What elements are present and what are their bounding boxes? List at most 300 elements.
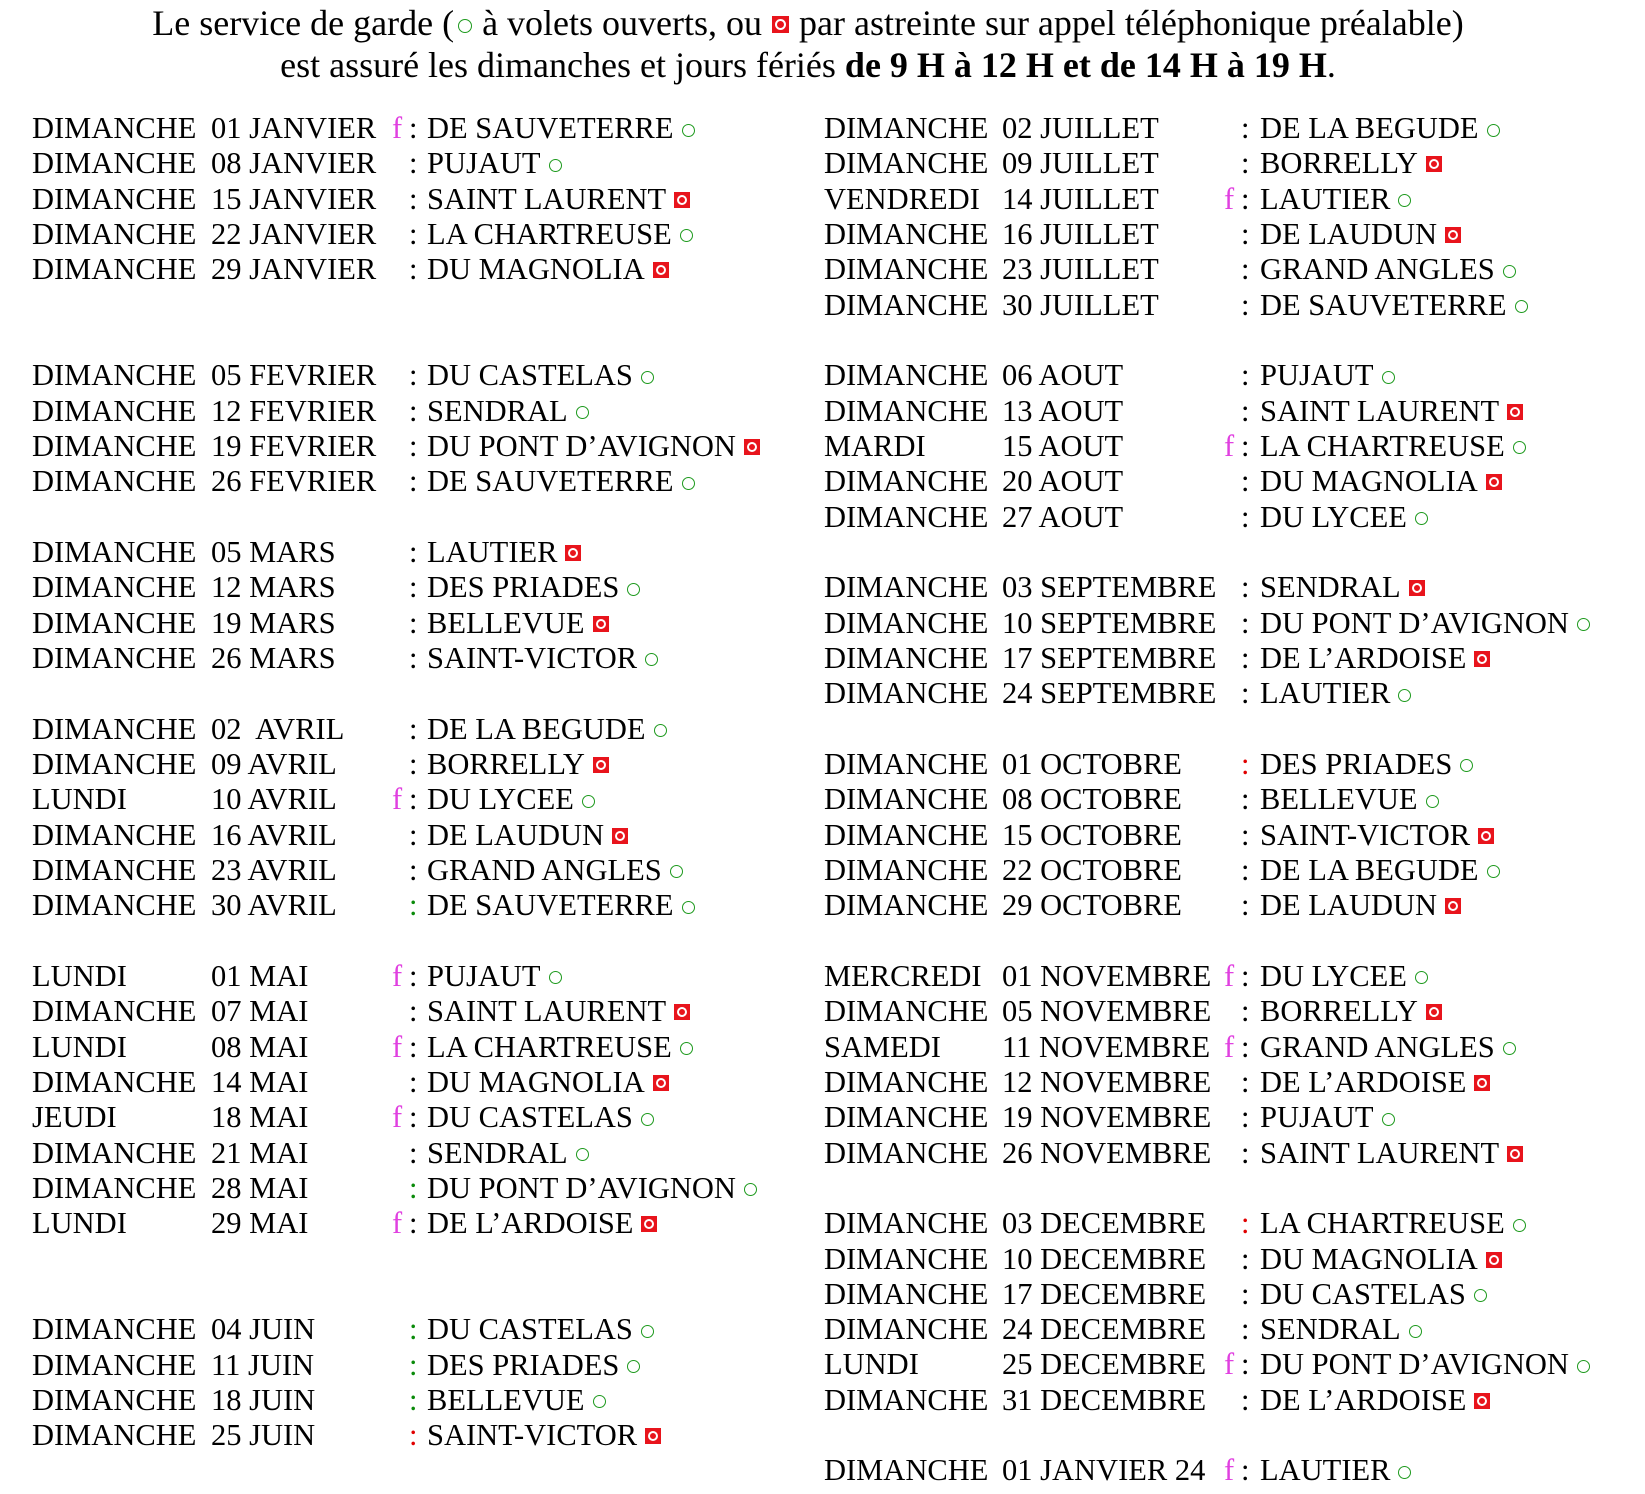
day-name: DIMANCHE xyxy=(32,146,197,181)
day-name: DIMANCHE xyxy=(824,146,989,181)
date: 19 MARS xyxy=(211,605,336,640)
holiday-marker: f xyxy=(392,1029,403,1064)
day-name: DIMANCHE xyxy=(32,464,197,499)
date: 26 NOVEMBRE xyxy=(1002,1135,1212,1170)
open-circle-icon xyxy=(1409,1325,1422,1338)
pharmacy-name: DU CASTELAS xyxy=(427,1312,633,1347)
holiday-marker: f xyxy=(392,958,403,993)
schedule-row xyxy=(32,888,792,923)
schedule-row xyxy=(824,217,1639,252)
schedule-row xyxy=(824,606,1639,641)
right-column xyxy=(824,111,1639,1489)
open-circle-icon xyxy=(1415,971,1428,984)
separator-colon: : xyxy=(409,605,418,640)
day-name: DIMANCHE xyxy=(824,605,989,640)
legend-intro: Le service de garde ( xyxy=(152,3,455,43)
pharmacy-name: DU MAGNOLIA xyxy=(1260,1241,1478,1276)
schedule-row xyxy=(32,641,792,676)
schedule-row xyxy=(824,1312,1639,1347)
pharmacy-entry xyxy=(427,464,695,499)
pharmacy-name: BELLEVUE xyxy=(427,1382,585,1417)
day-name: DIMANCHE xyxy=(32,534,197,569)
schedule-row xyxy=(824,747,1639,782)
date: 01 JANVIER 24 xyxy=(1002,1453,1206,1488)
pharmacy-entry xyxy=(427,1171,757,1206)
schedule-row xyxy=(32,146,792,181)
date: 10 DECEMBRE xyxy=(1002,1241,1207,1276)
day-name: DIMANCHE xyxy=(32,216,197,251)
day-name: LUNDI xyxy=(32,958,127,993)
pharmacy-entry xyxy=(427,1206,657,1241)
legend-header xyxy=(0,2,1616,86)
red-square-dot-icon xyxy=(1507,1146,1523,1162)
pharmacy-entry xyxy=(1260,888,1461,923)
open-circle-icon xyxy=(1503,1042,1516,1055)
day-name: DIMANCHE xyxy=(32,888,197,923)
open-circle-icon xyxy=(1577,618,1590,631)
separator-colon: : xyxy=(1241,570,1250,605)
date: 09 JUILLET xyxy=(1002,146,1159,181)
schedule-row xyxy=(824,1277,1639,1312)
day-name: DIMANCHE xyxy=(824,1382,989,1417)
date: 05 NOVEMBRE xyxy=(1002,994,1212,1029)
pharmacy-entry xyxy=(1260,1453,1411,1488)
schedule-row xyxy=(824,1383,1639,1418)
date: 27 AOUT xyxy=(1002,499,1124,534)
pharmacy-name: BORRELLY xyxy=(1260,146,1418,181)
separator-colon: : xyxy=(1241,746,1250,781)
day-name: DIMANCHE xyxy=(32,1064,197,1099)
pharmacy-entry xyxy=(427,1383,606,1418)
day-name: DIMANCHE xyxy=(32,181,197,216)
day-name: DIMANCHE xyxy=(824,676,989,711)
date: 03 DECEMBRE xyxy=(1002,1206,1207,1241)
date: 02 JUILLET xyxy=(1002,111,1159,145)
open-circle-icon xyxy=(680,1042,693,1055)
day-name: DIMANCHE xyxy=(32,1312,197,1347)
separator-colon: : xyxy=(1241,181,1250,216)
day-name: DIMANCHE xyxy=(824,1276,989,1311)
day-name: MERCREDI xyxy=(824,958,982,993)
date: 08 OCTOBRE xyxy=(1002,782,1182,817)
holiday-marker: f xyxy=(392,1206,403,1241)
date: 24 DECEMBRE xyxy=(1002,1312,1207,1347)
pharmacy-entry xyxy=(1260,1312,1422,1347)
open-circle-icon xyxy=(593,1395,606,1408)
separator-colon: : xyxy=(409,852,418,887)
day-name: DIMANCHE xyxy=(824,782,989,817)
open-circle-icon xyxy=(1515,300,1528,313)
date: 18 JUIN xyxy=(211,1382,316,1417)
separator-colon: : xyxy=(409,1382,418,1417)
pharmacy-entry xyxy=(427,182,690,217)
month-group xyxy=(32,111,792,288)
schedule-row xyxy=(32,994,792,1029)
pharmacy-entry xyxy=(427,252,669,287)
date: 02 AVRIL xyxy=(211,711,345,746)
pharmacy-entry xyxy=(427,782,595,817)
pharmacy-entry xyxy=(1260,1347,1590,1382)
pharmacy-entry xyxy=(427,1136,589,1171)
open-circle-icon xyxy=(641,371,654,384)
separator-colon: : xyxy=(409,534,418,569)
date: 25 JUIN xyxy=(211,1418,316,1453)
separator-colon: : xyxy=(1241,640,1250,675)
month-group xyxy=(824,1453,1639,1488)
pharmacy-name: DE SAUVETERRE xyxy=(427,888,674,923)
pharmacy-entry xyxy=(1260,606,1590,641)
date: 03 SEPTEMBRE xyxy=(1002,570,1217,605)
red-square-dot-icon xyxy=(612,828,628,844)
open-circle-icon xyxy=(1382,371,1395,384)
open-circle-icon xyxy=(682,901,695,914)
separator-colon: : xyxy=(409,1029,418,1064)
separator-colon: : xyxy=(409,358,418,393)
schedule-row xyxy=(824,1347,1639,1382)
day-name: DIMANCHE xyxy=(32,817,197,852)
date: 10 SEPTEMBRE xyxy=(1002,605,1217,640)
date: 01 OCTOBRE xyxy=(1002,746,1182,781)
legend-line-1 xyxy=(0,2,1616,44)
schedule-row xyxy=(32,606,792,641)
month-group xyxy=(824,358,1639,535)
day-name: DIMANCHE xyxy=(824,746,989,781)
date: 29 JANVIER xyxy=(211,252,377,287)
date: 22 OCTOBRE xyxy=(1002,852,1182,887)
open-circle-icon xyxy=(582,795,595,808)
separator-colon: : xyxy=(1241,888,1250,923)
pharmacy-entry xyxy=(1260,394,1523,429)
date: 24 SEPTEMBRE xyxy=(1002,676,1217,711)
pharmacy-entry xyxy=(427,994,690,1029)
schedule-row xyxy=(824,676,1639,711)
date: 25 DECEMBRE xyxy=(1002,1347,1207,1382)
red-square-dot-icon xyxy=(744,439,760,455)
schedule-row xyxy=(32,217,792,252)
separator-colon: : xyxy=(409,181,418,216)
month-group xyxy=(824,959,1639,1171)
month-group xyxy=(824,747,1639,924)
month-group xyxy=(824,111,1639,323)
schedule-row xyxy=(824,288,1639,323)
open-circle-icon xyxy=(645,653,658,666)
separator-colon: : xyxy=(1241,1135,1250,1170)
date: 17 SEPTEMBRE xyxy=(1002,640,1217,675)
pharmacy-entry xyxy=(1260,853,1500,888)
pharmacy-entry xyxy=(1260,959,1428,994)
pharmacy-name: DE SAUVETERRE xyxy=(1260,287,1507,322)
pharmacy-name: LAUTIER xyxy=(1260,676,1391,711)
pharmacy-name: SENDRAL xyxy=(1260,570,1401,605)
date: 06 AOUT xyxy=(1002,358,1124,393)
day-name: DIMANCHE xyxy=(32,1135,197,1170)
open-circle-icon xyxy=(1382,1113,1395,1126)
schedule-row xyxy=(32,570,792,605)
open-circle-icon xyxy=(576,1148,589,1161)
separator-colon: : xyxy=(409,1170,418,1205)
date: 19 NOVEMBRE xyxy=(1002,1100,1212,1135)
separator-colon: : xyxy=(409,1312,418,1347)
pharmacy-name: LAUTIER xyxy=(1260,1453,1391,1488)
pharmacy-entry xyxy=(1260,1242,1502,1277)
red-square-dot-icon xyxy=(1426,156,1442,172)
pharmacy-entry xyxy=(1260,146,1442,181)
day-name: DIMANCHE xyxy=(824,1135,989,1170)
pharmacy-name: SAINT LAURENT xyxy=(1260,393,1500,428)
date: 16 AVRIL xyxy=(211,817,337,852)
schedule-row xyxy=(32,1171,792,1206)
red-square-dot-icon xyxy=(674,192,690,208)
pharmacy-name: SAINT-VICTOR xyxy=(1260,817,1471,852)
day-name: DIMANCHE xyxy=(824,1241,989,1276)
date: 30 AVRIL xyxy=(211,888,337,923)
schedule-row xyxy=(32,1312,792,1347)
date: 04 JUIN xyxy=(211,1312,316,1347)
separator-colon: : xyxy=(1241,1029,1250,1064)
red-square-dot-icon xyxy=(645,1428,661,1444)
separator-colon: : xyxy=(409,746,418,781)
pharmacy-name: DU MAGNOLIA xyxy=(1260,464,1478,499)
separator-colon: : xyxy=(409,711,418,746)
day-name: DIMANCHE xyxy=(32,428,197,463)
separator-colon: : xyxy=(1241,1241,1250,1276)
date: 08 MAI xyxy=(211,1029,309,1064)
date: 29 OCTOBRE xyxy=(1002,888,1182,923)
pharmacy-name: BELLEVUE xyxy=(1260,782,1418,817)
pharmacy-entry xyxy=(427,111,695,146)
holiday-marker: f xyxy=(392,1100,403,1135)
pharmacy-name: DU LYCEE xyxy=(1260,499,1407,534)
pharmacy-entry xyxy=(1260,1065,1490,1100)
day-name: DIMANCHE xyxy=(32,570,197,605)
pharmacy-entry xyxy=(427,641,658,676)
pharmacy-name: DE L’ARDOISE xyxy=(1260,640,1467,675)
red-square-dot-icon xyxy=(1445,227,1461,243)
schedule-row xyxy=(824,1136,1639,1171)
open-circle-icon xyxy=(576,406,589,419)
pharmacy-entry xyxy=(427,429,760,464)
schedule-row xyxy=(824,464,1639,499)
pharmacy-name: DE LAUDUN xyxy=(1260,888,1438,923)
red-square-dot-icon xyxy=(1486,474,1502,490)
pharmacy-entry xyxy=(427,217,693,252)
schedule-row xyxy=(32,818,792,853)
pharmacy-name: PUJAUT xyxy=(1260,358,1374,393)
pharmacy-entry xyxy=(1260,288,1528,323)
schedule-row xyxy=(32,1136,792,1171)
schedule-row xyxy=(824,111,1639,146)
separator-colon: : xyxy=(409,782,418,817)
separator-colon: : xyxy=(1241,146,1250,181)
day-name: DIMANCHE xyxy=(824,888,989,923)
pharmacy-name: SENDRAL xyxy=(427,1135,568,1170)
holiday-marker: f xyxy=(1224,1347,1235,1382)
separator-colon: : xyxy=(409,1100,418,1135)
separator-colon: : xyxy=(1241,1100,1250,1135)
pharmacy-name: GRAND ANGLES xyxy=(1260,252,1495,287)
red-square-dot-icon xyxy=(653,262,669,278)
separator-colon: : xyxy=(409,111,418,145)
day-name: DIMANCHE xyxy=(824,570,989,605)
legend-astreinte-text: par astreinte sur appel téléphonique préalable) xyxy=(799,3,1464,43)
pharmacy-name: SAINT-VICTOR xyxy=(427,1418,638,1453)
pharmacy-name: DU PONT D’AVIGNON xyxy=(427,428,736,463)
day-name: DIMANCHE xyxy=(824,393,989,428)
date: 12 MARS xyxy=(211,570,336,605)
legend-hours-intro: est assuré les dimanches et jours fériés xyxy=(280,45,836,85)
open-circle-icon xyxy=(1398,1466,1411,1479)
date: 20 AOUT xyxy=(1002,464,1124,499)
schedule-row xyxy=(32,959,792,994)
pharmacy-entry xyxy=(427,146,562,181)
day-name: DIMANCHE xyxy=(32,852,197,887)
red-square-dot-icon xyxy=(772,16,789,33)
separator-colon: : xyxy=(1241,782,1250,817)
month-group xyxy=(824,570,1639,711)
pharmacy-name: PUJAUT xyxy=(427,146,541,181)
month-group xyxy=(32,959,792,1242)
month-group xyxy=(32,1312,792,1453)
date: 05 FEVRIER xyxy=(211,358,377,393)
schedule-row xyxy=(32,782,792,817)
date: 29 MAI xyxy=(211,1206,309,1241)
day-name: DIMANCHE xyxy=(32,1418,197,1453)
schedule-row xyxy=(824,146,1639,181)
pharmacy-entry xyxy=(1260,252,1516,287)
pharmacy-name: GRAND ANGLES xyxy=(427,852,662,887)
schedule-row xyxy=(824,500,1639,535)
pharmacy-entry xyxy=(427,712,667,747)
holiday-marker: f xyxy=(1224,181,1235,216)
schedule-row xyxy=(824,782,1639,817)
day-name: DIMANCHE xyxy=(32,1382,197,1417)
day-name: DIMANCHE xyxy=(824,1064,989,1099)
day-name: DIMANCHE xyxy=(32,111,197,145)
day-name: LUNDI xyxy=(32,782,127,817)
pharmacy-entry xyxy=(1260,747,1473,782)
day-name: DIMANCHE xyxy=(824,252,989,287)
pharmacy-name: SAINT LAURENT xyxy=(427,994,667,1029)
separator-colon: : xyxy=(1241,1206,1250,1241)
date: 01 MAI xyxy=(211,958,309,993)
red-square-dot-icon xyxy=(653,1075,669,1091)
red-square-dot-icon xyxy=(1474,651,1490,667)
pharmacy-entry xyxy=(427,959,562,994)
open-circle-icon xyxy=(1487,124,1500,137)
schedule-row xyxy=(824,570,1639,605)
pharmacy-name: PUJAUT xyxy=(427,958,541,993)
schedule-row xyxy=(824,853,1639,888)
pharmacy-entry xyxy=(427,1348,640,1383)
pharmacy-entry xyxy=(427,570,640,605)
open-circle-icon xyxy=(1398,194,1411,207)
open-circle-icon xyxy=(670,865,683,878)
pharmacy-name: SAINT-VICTOR xyxy=(427,640,638,675)
schedule-row xyxy=(32,1100,792,1135)
schedule-row xyxy=(824,358,1639,393)
date: 07 MAI xyxy=(211,994,309,1029)
date: 14 MAI xyxy=(211,1064,309,1099)
schedule-row xyxy=(32,535,792,570)
separator-colon: : xyxy=(409,393,418,428)
pharmacy-name: DE SAUVETERRE xyxy=(427,111,674,145)
open-circle-icon xyxy=(1513,441,1526,454)
separator-colon: : xyxy=(409,464,418,499)
pharmacy-entry xyxy=(1260,1136,1523,1171)
holiday-marker: f xyxy=(1224,1453,1235,1488)
separator-colon: : xyxy=(409,146,418,181)
date: 01 JANVIER xyxy=(211,111,377,145)
day-name: LUNDI xyxy=(32,1029,127,1064)
pharmacy-name: LA CHARTREUSE xyxy=(1260,428,1505,463)
pharmacy-entry xyxy=(1260,782,1439,817)
day-name: VENDREDI xyxy=(824,181,980,216)
date: 26 FEVRIER xyxy=(211,464,377,499)
day-name: DIMANCHE xyxy=(824,1206,989,1241)
schedule-row xyxy=(32,182,792,217)
month-group xyxy=(32,712,792,924)
separator-colon: : xyxy=(1241,958,1250,993)
pharmacy-entry xyxy=(1260,500,1428,535)
open-circle-icon xyxy=(641,1325,654,1338)
day-name: DIMANCHE xyxy=(32,1347,197,1382)
date: 14 JUILLET xyxy=(1002,181,1159,216)
pharmacy-entry xyxy=(1260,818,1494,853)
day-name: DIMANCHE xyxy=(824,464,989,499)
pharmacy-name: LA CHARTREUSE xyxy=(427,1029,672,1064)
date: 11 NOVEMBRE xyxy=(1002,1029,1211,1064)
separator-colon: : xyxy=(1241,852,1250,887)
separator-colon: : xyxy=(409,888,418,923)
pharmacy-entry xyxy=(1260,994,1442,1029)
pharmacy-name: DU LYCEE xyxy=(1260,958,1407,993)
day-name: DIMANCHE xyxy=(824,817,989,852)
day-name: DIMANCHE xyxy=(32,358,197,393)
red-square-dot-icon xyxy=(593,757,609,773)
day-name: DIMANCHE xyxy=(824,1312,989,1347)
separator-colon: : xyxy=(1241,676,1250,711)
date: 11 JUIN xyxy=(211,1347,315,1382)
separator-colon: : xyxy=(1241,428,1250,463)
pharmacy-entry xyxy=(427,1100,654,1135)
open-circle-icon xyxy=(744,1183,757,1196)
date: 01 NOVEMBRE xyxy=(1002,958,1212,993)
pharmacy-name: SENDRAL xyxy=(427,393,568,428)
pharmacy-name: DE LA BEGUDE xyxy=(427,711,646,746)
day-name: DIMANCHE xyxy=(824,852,989,887)
day-name: MARDI xyxy=(824,428,926,463)
pharmacy-name: BORRELLY xyxy=(427,746,585,781)
pharmacy-name: DU CASTELAS xyxy=(427,1100,633,1135)
date: 21 MAI xyxy=(211,1135,309,1170)
schedule-row xyxy=(824,818,1639,853)
holiday-marker: f xyxy=(1224,958,1235,993)
pharmacy-name: DU LYCEE xyxy=(427,782,574,817)
pharmacy-entry xyxy=(1260,1100,1395,1135)
day-name: DIMANCHE xyxy=(32,605,197,640)
schedule-row xyxy=(32,1206,792,1241)
day-name: DIMANCHE xyxy=(824,1453,989,1488)
pharmacy-name: BELLEVUE xyxy=(427,605,585,640)
separator-colon: : xyxy=(409,570,418,605)
separator-colon: : xyxy=(409,958,418,993)
pharmacy-name: DE SAUVETERRE xyxy=(427,464,674,499)
schedule-row xyxy=(824,994,1639,1029)
day-name: DIMANCHE xyxy=(824,287,989,322)
pharmacy-entry xyxy=(1260,429,1526,464)
pharmacy-entry xyxy=(427,818,628,853)
schedule-row xyxy=(824,959,1639,994)
